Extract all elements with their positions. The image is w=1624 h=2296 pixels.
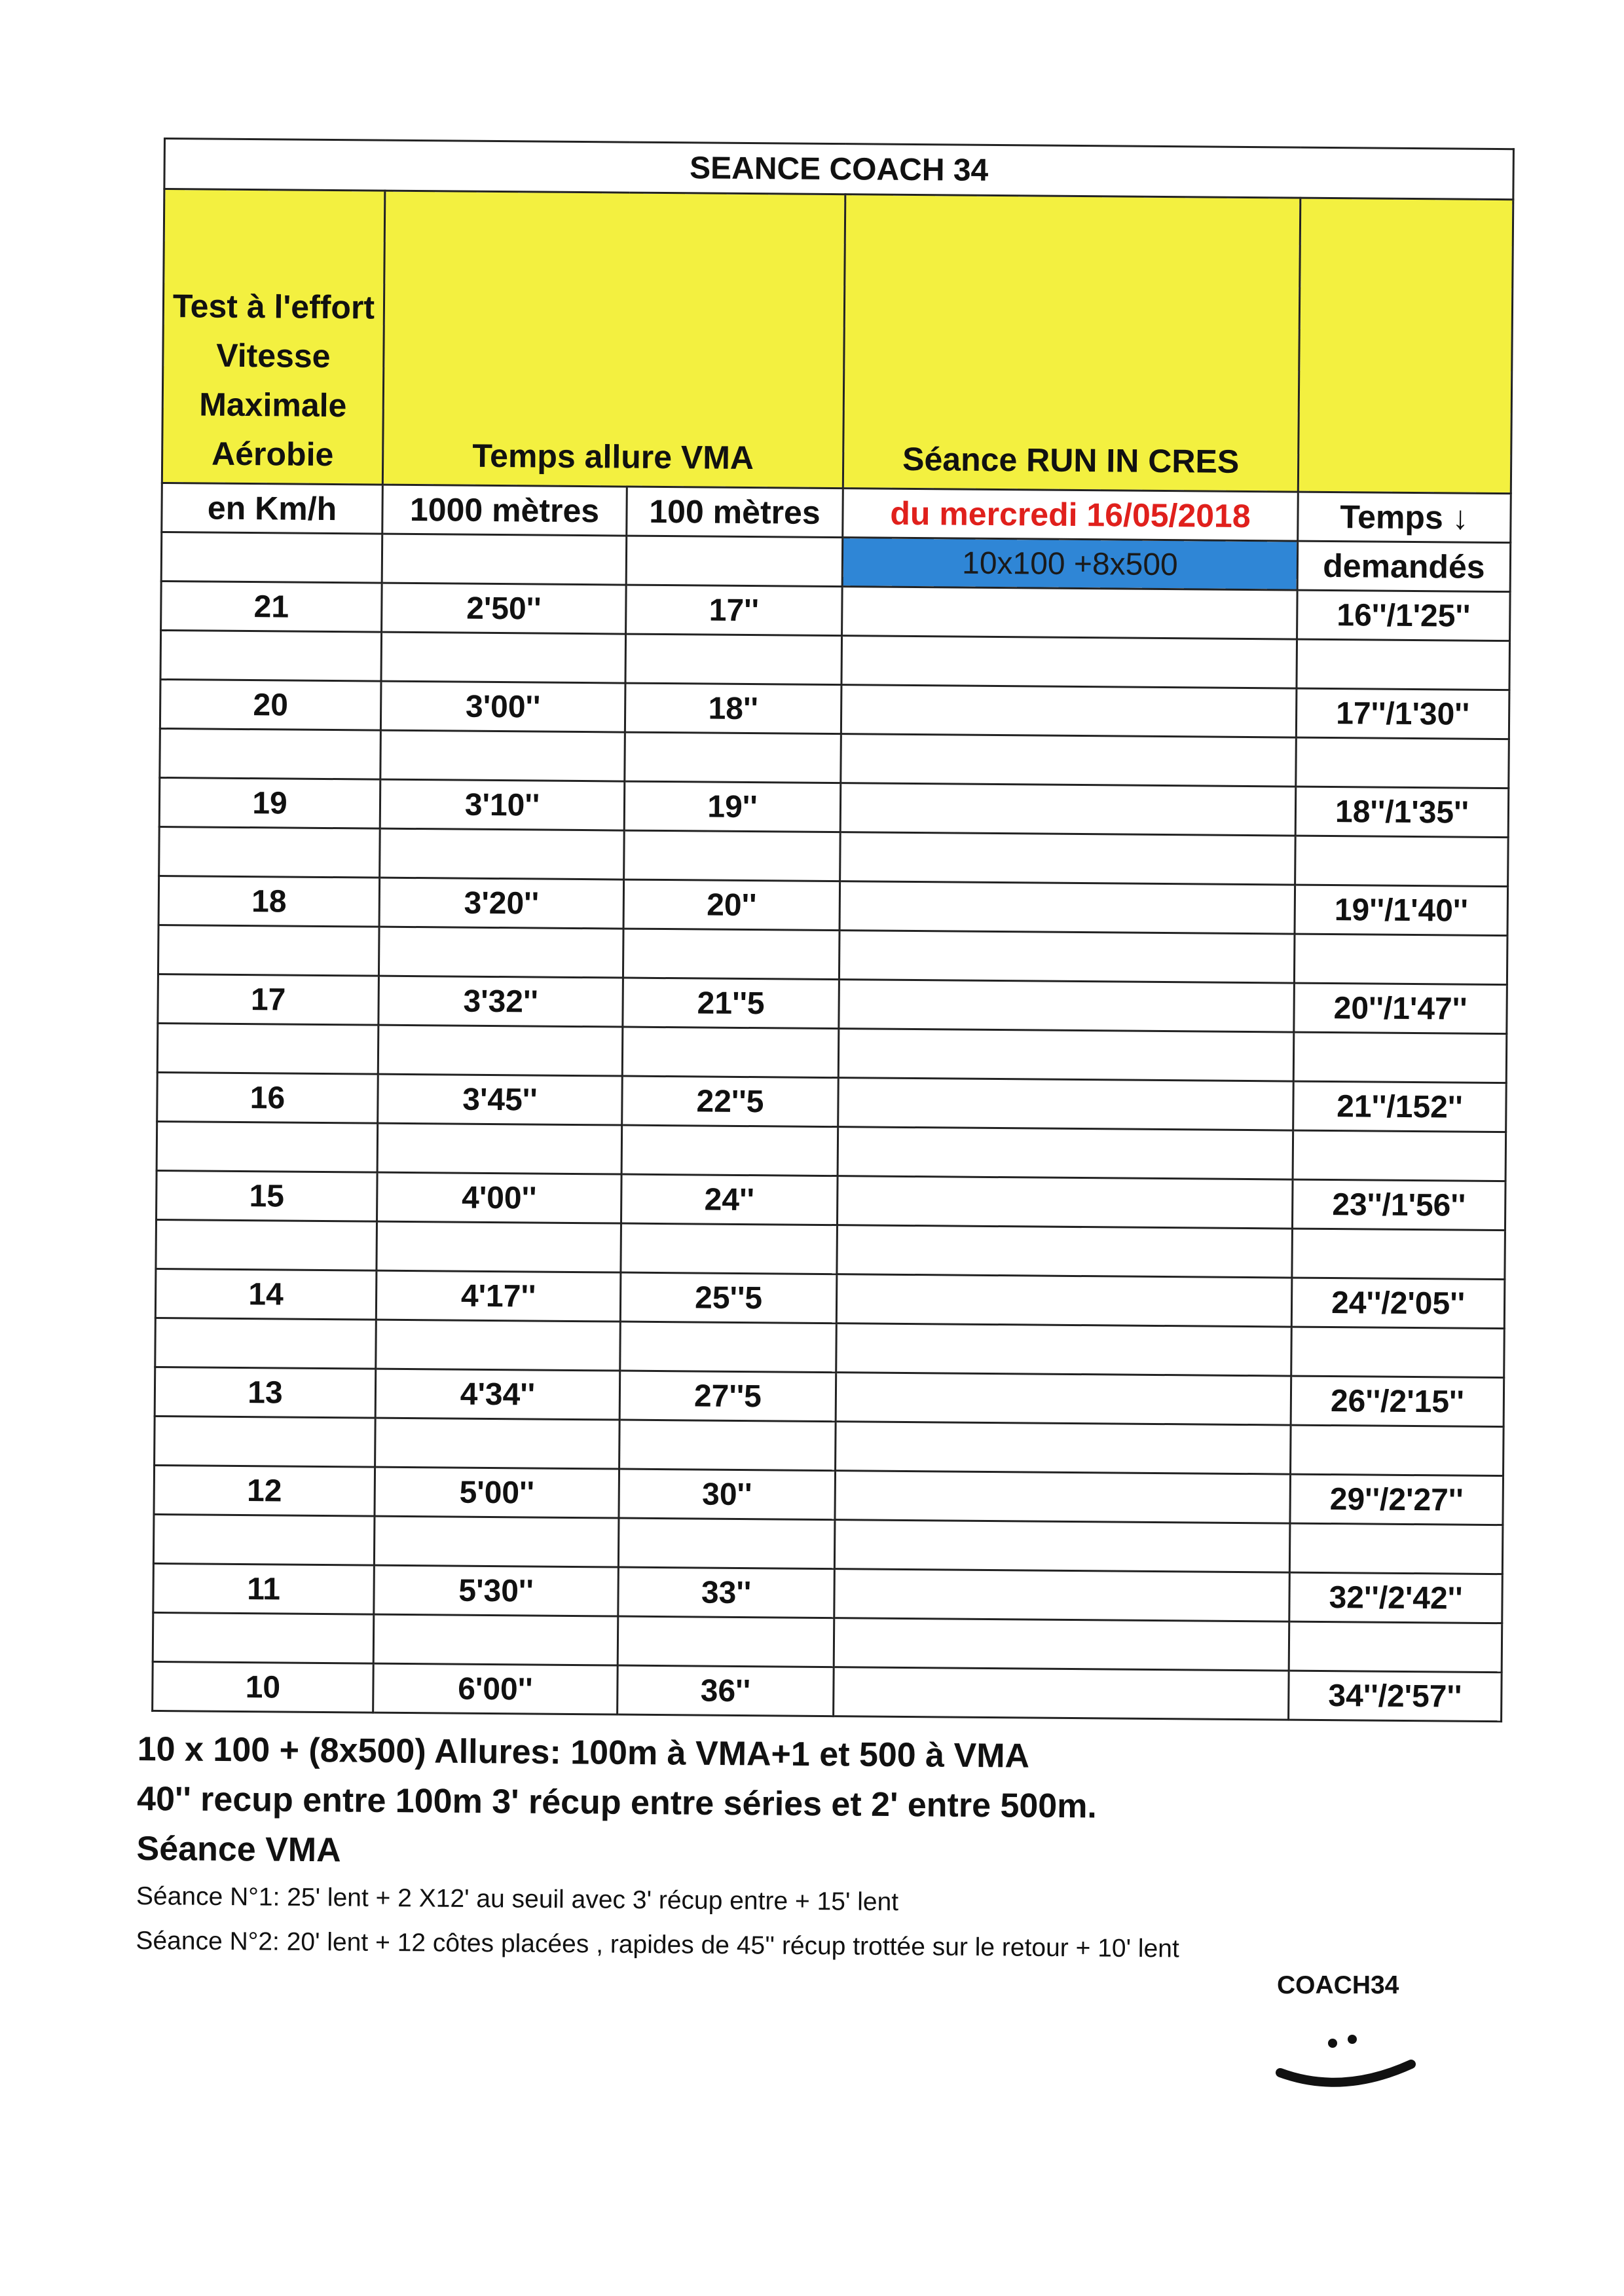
vma-cell: 13	[155, 1367, 376, 1418]
note-line-2: 40'' recup entre 100m 3' récup entre séries et 2' entre 500m.	[136, 1779, 1098, 1826]
blank-cell	[159, 826, 380, 878]
vma-cell: 19	[159, 777, 380, 828]
blank-cell	[378, 927, 623, 978]
seance-cell	[837, 1176, 1293, 1229]
seance-cell	[834, 1667, 1289, 1720]
temps-cell: 17''/1'30''	[1296, 688, 1509, 739]
time-1000-cell: 4'34''	[375, 1369, 620, 1420]
time-1000-cell: 2'50''	[382, 583, 627, 634]
blank-cell	[378, 1025, 623, 1076]
blank-cell	[1291, 1425, 1504, 1476]
temps-cell: 18''/1'35''	[1295, 787, 1509, 838]
blank-cell	[623, 929, 840, 980]
smiley-icon	[1270, 2017, 1428, 2115]
blank-cell	[626, 536, 843, 587]
blank-cell	[381, 632, 626, 683]
blank-cell	[841, 636, 1297, 688]
blank-cell	[160, 630, 382, 681]
blank-cell	[836, 1422, 1291, 1474]
blank-cell	[382, 534, 627, 585]
blank-cell	[156, 1219, 377, 1270]
vma-cell: 10	[153, 1661, 374, 1713]
time-1000-cell: 3'32''	[378, 976, 623, 1027]
vma-cell: 16	[157, 1072, 378, 1123]
blank-cell	[837, 1225, 1293, 1278]
temps-cell: 26''/2'15''	[1291, 1376, 1504, 1427]
blank-cell	[374, 1516, 619, 1567]
vma-cell: 12	[154, 1465, 375, 1516]
time-1000-cell: 6'00''	[373, 1663, 618, 1714]
temps-label: Temps ↓	[1298, 492, 1511, 543]
blank-cell	[624, 830, 841, 881]
time-100-cell: 24''	[621, 1174, 838, 1225]
time-100-cell: 21''5	[623, 978, 840, 1029]
seance-cell	[838, 1078, 1294, 1130]
notes-block	[136, 1729, 1181, 1976]
table-body	[153, 581, 1511, 1721]
note-line-3: Séance VMA	[136, 1829, 341, 1870]
blank-cell	[836, 1324, 1292, 1376]
time-100-cell: 36''	[618, 1665, 834, 1716]
blank-cell	[155, 1416, 376, 1467]
time-1000-cell: 3'45''	[378, 1074, 623, 1125]
blank-cell	[1293, 1032, 1507, 1083]
temps-cell: 21''/152''	[1293, 1081, 1507, 1132]
seance-cell	[842, 587, 1298, 639]
temps-cell: 32''/2'42''	[1289, 1572, 1503, 1623]
blank-cell	[377, 1221, 621, 1272]
blank-cell	[1289, 1621, 1502, 1673]
time-1000-cell: 4'00''	[377, 1172, 622, 1223]
blank-cell	[840, 832, 1296, 885]
temps-cell: 23''/1'56''	[1292, 1179, 1505, 1231]
vma-cell: 21	[161, 581, 382, 632]
blank-cell	[618, 1518, 835, 1569]
blank-cell	[619, 1420, 836, 1471]
temps-cell: 19''/1'40''	[1295, 885, 1508, 936]
blank-cell	[1292, 1229, 1505, 1280]
table-title: SEANCE COACH 34	[164, 139, 1514, 200]
vma-table	[151, 138, 1515, 1722]
seance-program: 10x100 +8x500	[842, 538, 1298, 590]
time-100-cell: 30''	[619, 1469, 836, 1520]
blank-cell	[841, 734, 1297, 787]
blank-cell	[1294, 934, 1507, 985]
blank-cell	[157, 1023, 378, 1074]
blank-cell	[834, 1618, 1289, 1671]
blank-cell	[161, 532, 382, 583]
vma-cell: 20	[160, 679, 381, 730]
seance-cell	[834, 1569, 1290, 1621]
blank-cell	[838, 1029, 1294, 1081]
blank-cell	[155, 1318, 377, 1369]
blank-cell	[1289, 1523, 1503, 1574]
blank-cell	[625, 732, 841, 783]
vma-cell: 18	[158, 876, 380, 927]
seance-cell	[841, 685, 1297, 737]
blank-cell	[1297, 639, 1510, 690]
seance-cell	[836, 1274, 1292, 1327]
time-100-cell: 19''	[624, 781, 841, 832]
demandes-label: demandés	[1297, 541, 1511, 592]
time-1000-cell: 3'00''	[380, 681, 625, 732]
vma-cell: 11	[153, 1563, 375, 1614]
blank-cell	[376, 1320, 621, 1371]
time-100-cell: 18''	[625, 683, 841, 734]
note-line-5: Séance N°2: 20' lent + 12 côtes placées , rapides de 45'' récup trottée sur le retour + 10' lent	[136, 1926, 1179, 1963]
note-line-1: 10 x 100 + (8x500) Allures: 100m à VMA+1 et 500 à VMA	[137, 1730, 1030, 1775]
time-100-cell: 17''	[626, 585, 843, 636]
seance-cell	[840, 783, 1296, 836]
time-100-cell: 27''5	[619, 1371, 836, 1422]
seance-cell	[836, 1373, 1291, 1425]
time-1000-cell: 5'00''	[375, 1467, 619, 1518]
time-1000-cell: 3'10''	[380, 779, 625, 830]
temps-cell: 34''/2'57''	[1289, 1671, 1502, 1722]
vma-cell: 14	[155, 1268, 377, 1320]
seance-cell	[840, 881, 1295, 934]
table-row	[153, 1661, 1502, 1721]
m100-header: 100 mètres	[627, 487, 843, 538]
temps-cell: 29''/2'27''	[1290, 1474, 1504, 1525]
seance-header: Séance RUN IN CRES	[843, 194, 1301, 492]
signature-name: COACH34	[1277, 1971, 1399, 1999]
blank-cell	[621, 1125, 838, 1176]
unit-header: en Km/h	[162, 483, 383, 534]
blank-cell	[157, 1121, 378, 1172]
time-100-cell: 25''5	[620, 1272, 837, 1324]
blank-cell	[621, 1223, 838, 1274]
blank-cell	[153, 1612, 374, 1663]
blank-cell	[160, 728, 381, 779]
test-effort-header: Test à l'effort Vitesse Maximale Aérobie	[162, 189, 385, 485]
time-100-cell: 22''5	[622, 1076, 839, 1127]
time-100-cell: 33''	[618, 1567, 835, 1618]
blank-cell	[373, 1614, 618, 1665]
blank-cell	[158, 925, 379, 976]
blank-cell	[375, 1418, 620, 1469]
blank-cell	[839, 931, 1295, 983]
time-100-cell: 20''	[623, 880, 840, 931]
blank-cell	[1295, 836, 1509, 887]
blank-cell	[618, 1616, 834, 1667]
blank-cell	[1293, 1130, 1506, 1181]
blank-cell	[380, 730, 625, 781]
allure-vma-header: Temps allure VMA	[382, 191, 845, 489]
blank-cell	[622, 1027, 839, 1078]
vma-cell: 15	[157, 1170, 378, 1221]
blank-cell	[380, 828, 625, 880]
temps-cell: 16''/1'25''	[1297, 590, 1511, 641]
m1000-header: 1000 mètres	[382, 485, 627, 536]
time-1000-cell: 5'30''	[374, 1565, 619, 1616]
seance-date: du mercredi 16/05/2018	[843, 489, 1299, 541]
time-1000-cell: 3'20''	[379, 878, 624, 929]
workout-sheet	[151, 138, 1513, 1722]
temps-cell: 20''/1'47''	[1294, 983, 1507, 1034]
temps-cell: 24''/2'05''	[1291, 1278, 1505, 1329]
seance-cell	[839, 980, 1295, 1032]
blank-cell	[620, 1322, 837, 1373]
blank-cell	[838, 1127, 1293, 1179]
vma-cell: 17	[158, 974, 379, 1025]
note-line-4: Séance N°1: 25' lent + 2 X12' au seuil avec 3' récup entre + 15' lent	[136, 1881, 899, 1917]
blank-cell	[153, 1514, 375, 1565]
temps-header-blank	[1298, 198, 1513, 494]
blank-cell	[834, 1520, 1290, 1572]
seance-cell	[835, 1471, 1291, 1523]
blank-cell	[377, 1123, 622, 1174]
blank-cell	[1296, 737, 1509, 788]
blank-cell	[1291, 1327, 1505, 1378]
blank-cell	[625, 634, 842, 685]
time-1000-cell: 4'17''	[376, 1270, 621, 1322]
